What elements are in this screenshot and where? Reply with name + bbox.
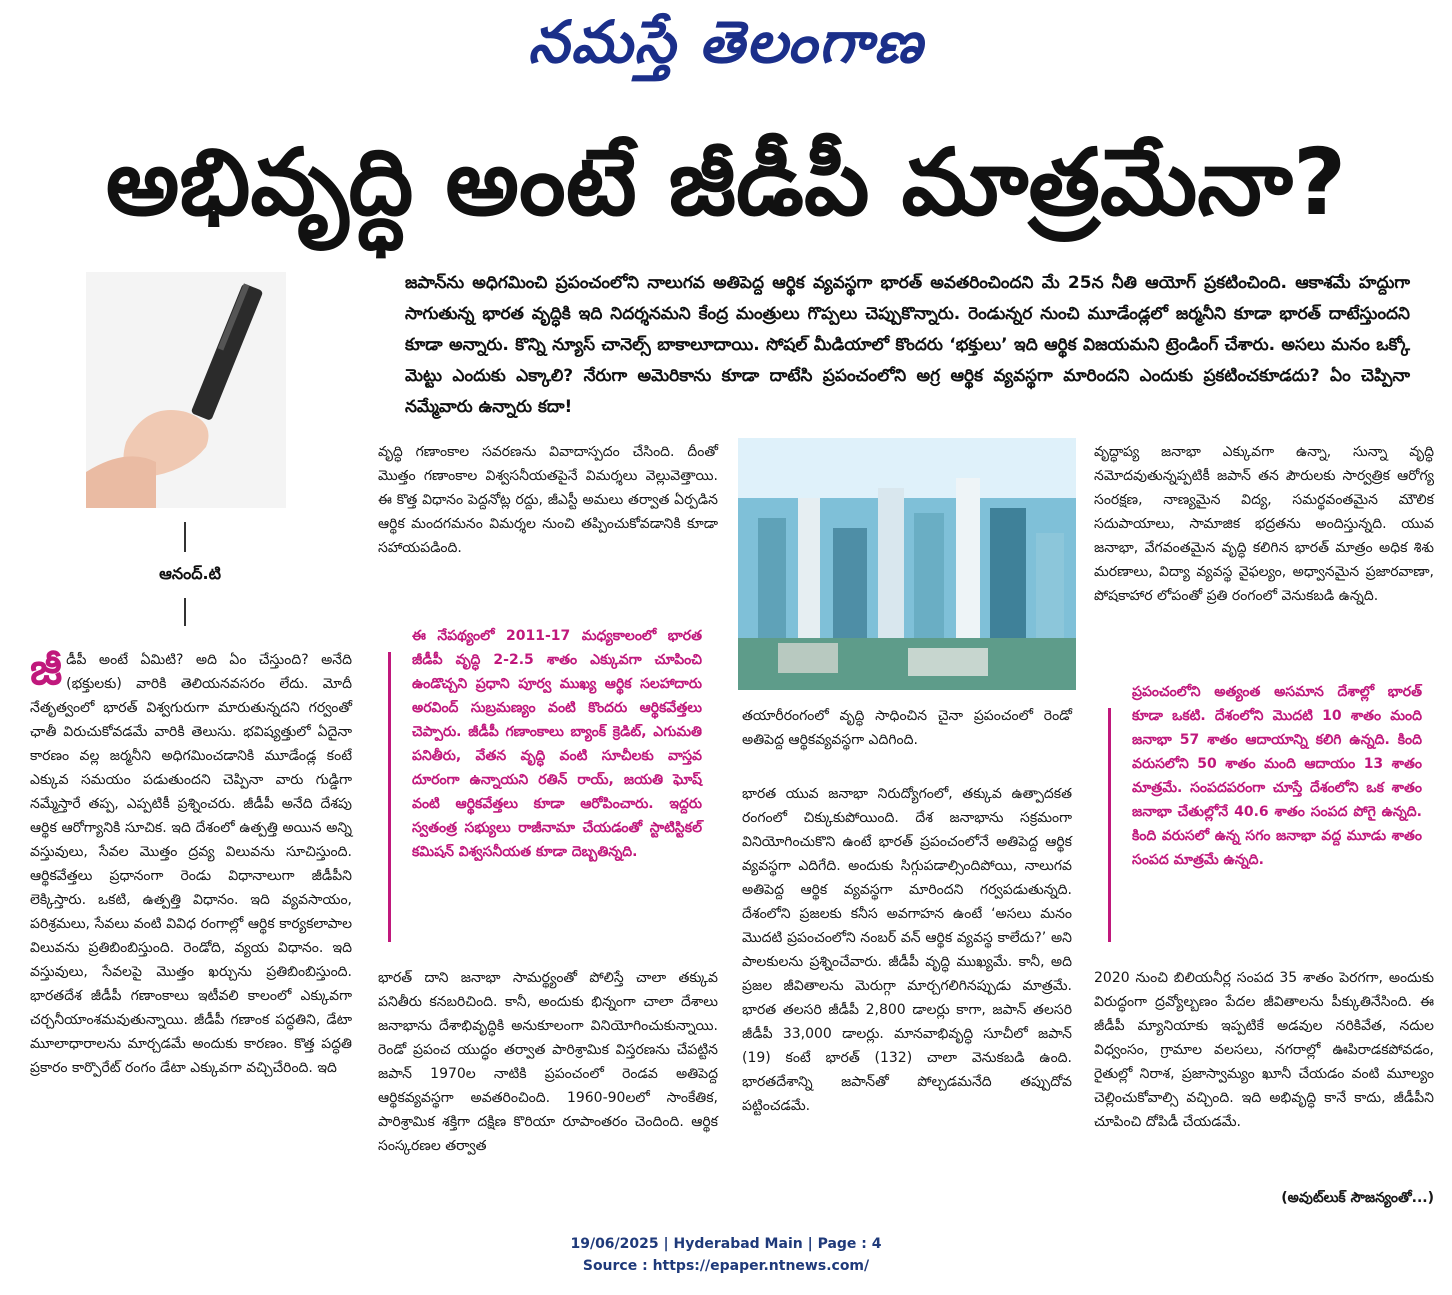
headline: అభివృద్ధి అంటే జీడీపీ మాత్రమేనా? bbox=[105, 129, 1347, 236]
photo-caption: తయారీరంగంలో వృద్ధి సాధించిన చైనా ప్రపంచంలో రెండో అతిపెద్ద ఆర్థికవ్యవస్థగా ఎదిగింది. bbox=[742, 708, 1072, 748]
article-column-4-bottom: 2020 నుంచి బిలియనీర్ల సంపద 35 శాతం పెరగగా, అందుకు విరుద్ధంగా ద్రవ్యోల్బణం పేదల జీవితాలను పీక్కుతినేసింది. ఈ జీడీపీ మ్యానియాకు ఇప్పటికే అడవుల నరికివేత, నదుల విధ్వంసం, గ్రామాల వలసలు, నగరాల్లో ఊపిరాడకపోవడం, రైతుల్లో నిరాశ, ప్రజాస్వామ్యం ఖూనీ చేయడం వంటి మూల్యం చెల్లించుకోవాల్సి వచ్చింది. ఇది అభివృద్ధి కానే కాదు, జీడీపీని చూపించి దోపిడీ చేయడమే. bbox=[1094, 970, 1434, 1130]
intro-paragraph: జపాన్‌ను అధిగమించి ప్రపంచంలోని నాలుగవ అతిపెద్ద ఆర్థిక వ్యవస్థగా భారత్ అవతరించిందని మే 25న నీతి ఆయోగ్ ప్రకటించింది. ఆకాశమే హద్దుగా సాగుతున్న భారత వృద్ధికి ఇది నిదర్శనమని కేంద్ర మంత్రులు గొప్పలు చెప్పుకొన్నారు. రెండున్నర నుంచి మూడేండ్లలో జర్మనీని కూడా భారత్ దాటేస్తుందని కూడా అన్నారు. కొన్ని న్యూస్ చానెల్స్ బాకాలూదాయి. సోషల్ మీడియాలో కొందరు ‘భక్తులు’ ఇది ఆర్థిక విజయమని ట్రెండింగ్ చేశారు. అసలు మనం ఒక్కో మెట్టు ఎందుకు ఎక్కాలి? నేరుగా అమెరికాను కూడా దాటేసి ప్రపంచంలోని అగ్ర ఆర్థిక వ్యవస్థగా మారిందని ఎందుకు ప్రకటించకూడదు? ఏం చెప్పినా నమ్మేవారు ఉన్నారు కదా! bbox=[405, 273, 1410, 417]
skyline-image bbox=[738, 438, 1076, 690]
footer-date-line: 19/06/2025 | Hyderabad Main | Page : 4 bbox=[570, 1236, 882, 1252]
column-1-text: డీపీ అంటే ఏమిటి? అది ఏం చేస్తుంది? అనేది (భక్తులకు) వారికి తెలియనవసరం లేదు. మోదీ నేతృత్వంలో భారత్ విశ్వగురుగా మారుతున్నదని గర్వంతో ఛాతీ విరుచుకోవడమే వారికి తెలుసు. భవిష్యత్తులో ఏదైనా కారణం వల్ల జర్మనీని అధిగమించడానికి మూడేండ్ల కంటే ఎక్కువ సమయం పడుతుందని చెప్పినా వారు గుడ్డిగా నమ్మేస్తారే తప్ప, ఎప్పటికీ ప్రశ్నించరు. జీడీపీ అనేది దేశపు ఆర్థిక ఆరోగ్యానికి సూచిక. ఇది దేశంలో ఉత్పత్తి అయిన అన్ని వస్తువులు, సేవల మొత్తం ద్రవ్య విలువను సూచిస్తుంది. ఆర్థికవేత్తలు ప్రధానంగా రెండు విధానాలుగా జీడీపీని లెక్కిస్తారు. ఒకటి, ఉత్పత్తి విధానం. ఇది వ్యవసాయం, పరిశ్రమలు, సేవలు వంటి వివిధ రంగాల్లో ఆర్థిక కార్యకలాపాల విలువను ప్రతిబింబిస్తుంది. రెండోది, వ్యయ విధానం. ఇది వస్తువులు, సేవలపై మొత్తం ఖర్చును ప్రతిబింబిస్తుంది. భారతదేశ జీడీపీ గణాంకాలు ఇటీవలి కాలంలో ఎక్కువగా చర్చనీయాంశమవుతున్నాయి. జీడీపీ గణాంక పద్ధతిని, డేటా మూలాధారాలను మార్చడమే అందుకు కారణం. కొత్త పద్ధతి ప్రకారం కార్పొరేట్ రంగం డేటా ఎక్కువగా వచ్చిచేరింది. ఇది bbox=[30, 652, 352, 1076]
article-column-3: భారత యువ జనాభా నిరుద్యోగంలో, తక్కువ ఉత్పాదకత రంగంలో చిక్కుకుపోయింది. దేశ జనాభాను సక్రమంగా వినియోగించుకొని ఉంటే భారత్ ప్రపంచంలోనే అతిపెద్ద ఆర్థిక వ్యవస్థగా ఎదిగేది. అందుకు సిగ్గుపడాల్సిందిపోయి, నాలుగవ అతిపెద్ద ఆర్థిక వ్యవస్థగా మారిందని గర్వపడుతున్నది. దేశంలోని ప్రజలకు కనీస అవగాహన ఉంటే ‘అసలు మనం మొదటి ప్రపంచంలోని నంబర్ వన్ ఆర్థిక వ్యవస్థ కాలేదు?’ అని పాలకులను ప్రశ్నించేవారు. జీడీపీ వృద్ధి ముఖ్యమే. కానీ, అది ప్రజల జీవితాలను మెరుగ్గా మార్చగలిగినప్పుడు మాత్రమే. భారత తలసరి జీడీపీ 2,800 డాలర్లు కాగా, జపాన్ తలసరి జీడీపీ 33,000 డాలర్లు. మానవాభివృద్ధి సూచీలో జపాన్ (19) కంటే భారత్ (132) చాలా వెనుకబడి ఉంది. భారతదేశాన్ని జపాన్‌తో పోల్చడమనేది తప్పుదోవ పట్టించడమే. bbox=[742, 786, 1072, 1114]
pen-icon bbox=[86, 272, 286, 508]
article-column-2-top: వృద్ధి గణాంకాల సవరణను వివాదాస్పదం చేసింది. దీంతో మొత్తం గణాంకాల విశ్వసనీయతపైనే విమర్శలు వెల్లువెత్తాయి. ఈ కొత్త విధానం పెద్దనోట్ల రద్దు, జీఎస్టీ అమలు తర్వాత ఏర్పడిన ఆర్థిక మందగమనం విమర్శల నుంచి తప్పించుకోవడానికి కూడా సహాయపడింది. bbox=[378, 444, 718, 556]
pull-quote-bar-2 bbox=[1108, 708, 1111, 942]
footer-source-line: Source : https://epaper.ntnews.com/ bbox=[582, 1258, 870, 1274]
pull-quote-bar-1 bbox=[388, 652, 391, 942]
byline: ఆనంద్.టి bbox=[159, 564, 221, 583]
article-column-2-bottom: భారత్ దాని జనాభా సామర్థ్యంతో పోలిస్తే చాలా తక్కువ పనితీరు కనబరిచింది. కానీ, అందుకు భిన్నంగా చాలా దేశాలు జనాభాను దేశాభివృద్ధికి అనుకూలంగా వినియోగించుకున్నాయి. రెండో ప్రపంచ యుద్ధం తర్వాత పారిశ్రామిక విస్తరణను చేపట్టిన జపాన్ 1970ల నాటికి ప్రపంచంలో రెండవ అతిపెద్ద ఆర్థికవ్యవస్థగా అవతరించింది. 1960-90లలో సాంకేతిక, పారిశ్రామిక శక్తిగా దక్షిణ కొరియా రూపాంతరం చెందింది. ఆర్థిక సంస్కరణల తర్వాత bbox=[378, 970, 718, 1154]
credit-line: (అవుట్‌లుక్ సౌజన్యంతో...) bbox=[1281, 1190, 1434, 1206]
dropcap: జీ bbox=[30, 644, 63, 695]
pull-quote-1: ఈ నేపథ్యంలో 2011-17 మధ్యకాలంలో భారత జీడీపీ వృద్ధి 2-2.5 శాతం ఎక్కువగా చూపించి ఉండొచ్చని ప్రధాని పూర్వ ముఖ్య ఆర్థిక సలహాదారు అరవింద్ సుబ్రమణ్యం వంటి కొందరు ఆర్థికవేత్తలు చెప్పారు. జీడీపీ గణాంకాలు బ్యాంక్ క్రెడిట్, ఎగుమతి పనితీరు, వేతన వృద్ధి వంటి సూచీలకు వాస్తవ దూరంగా ఉన్నాయని రతిన్ రాయ్, జయతి ఘోష్ వంటి ఆర్థికవేత్తలు కూడా ఆరోపించారు. ఇద్దరు స్వతంత్ర సభ్యులు రాజీనామా చేయడంతో స్టాటిస్టికల్ కమిషన్ విశ్వసనీయత కూడా దెబ్బతిన్నది. bbox=[412, 628, 702, 860]
city-skyline-photo bbox=[738, 438, 1076, 690]
byline-divider-top bbox=[184, 522, 186, 552]
byline-divider-bottom bbox=[184, 598, 186, 626]
article-column-1 bbox=[30, 644, 352, 1080]
pen-hand-illustration bbox=[86, 272, 286, 508]
article-column-4-top: వృద్ధాప్య జనాభా ఎక్కువగా ఉన్నా, సున్నా వృద్ధి నమోదవుతున్నప్పటికీ జపాన్ తన పౌరులకు సార్వత్రిక ఆరోగ్య సంరక్షణ, నాణ్యమైన విద్య, సమర్థవంతమైన మౌలిక సదుపాయాలు, సామాజిక భద్రతను అందిస్తున్నది. యువ జనాభా, వేగవంతమైన వృద్ధి కలిగిన భారత్ మాత్రం అధిక శిశు మరణాలు, విద్యా వ్యవస్థ వైఫల్యం, అధ్వానమైన ప్రజారవాణా, పోషకాహార లోపంతో ప్రతి రంగంలో వెనుకబడి ఉన్నది. bbox=[1094, 444, 1434, 604]
masthead: నమస్తే తెలంగాణ bbox=[528, 8, 924, 76]
pull-quote-2: ప్రపంచంలోని అత్యంత అసమాన దేశాల్లో భారత్ కూడా ఒకటి. దేశంలోని మొదటి 10 శాతం మంది జనాభా 57 శాతం ఆదాయాన్ని కలిగి ఉన్నది. కింది వరుసలోని 50 శాతం మంది ఆదాయం 13 శాతం మాత్రమే. సంపదపరంగా చూస్తే దేశంలోని ఒక శాతం జనాభా చేతుల్లోనే 40.6 శాతం సంపద పోగై ఉన్నది. కింది వరుసలో ఉన్న సగం జనాభా వద్ద మూడు శాతం సంపద మాత్రమే ఉన్నది. bbox=[1132, 684, 1422, 868]
